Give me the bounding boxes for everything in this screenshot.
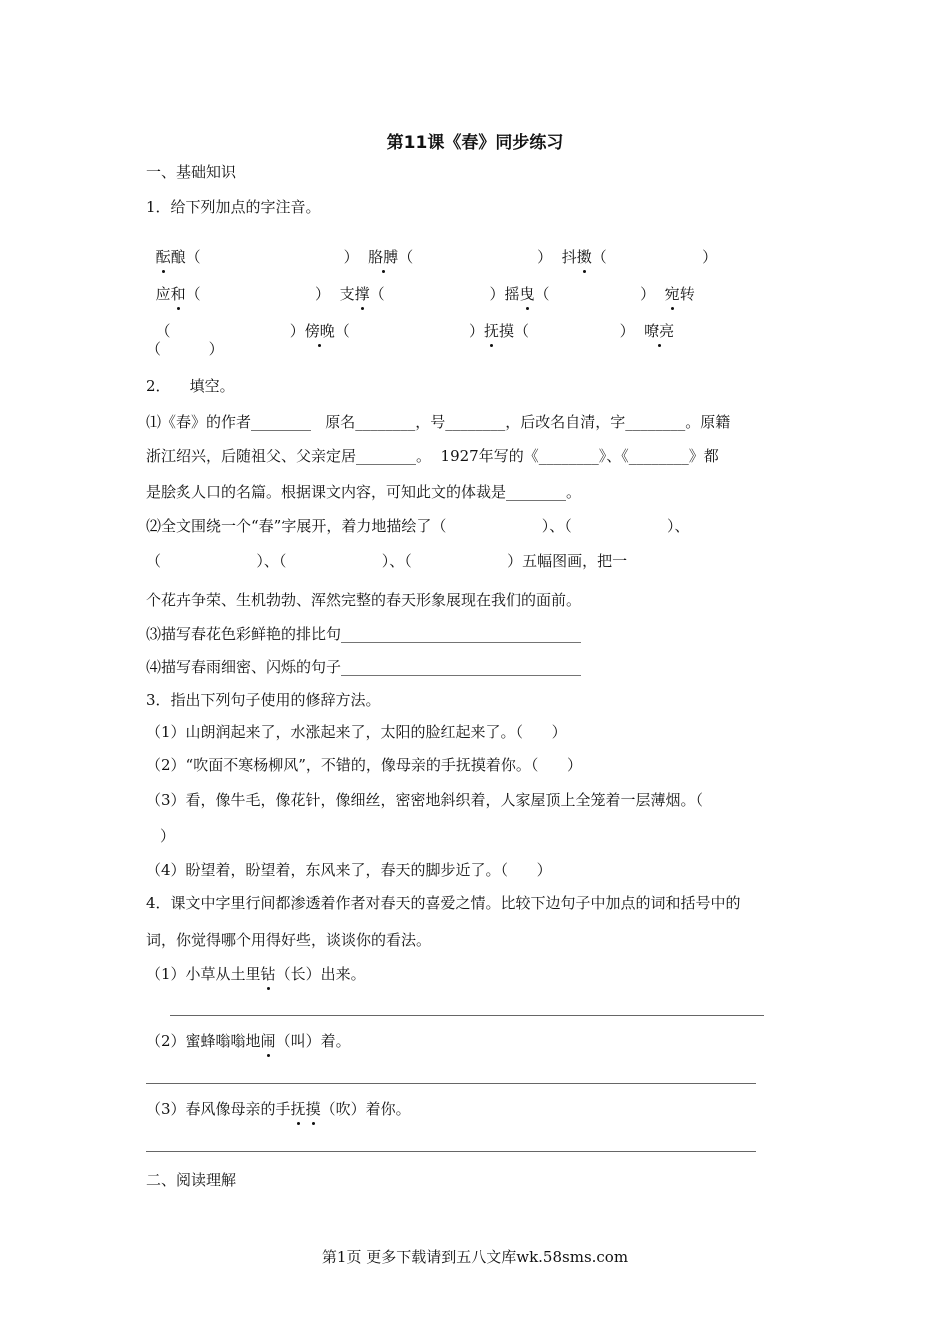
word-text: 应 <box>155 285 171 303</box>
question-1-prompt: 1．给下列加点的字注音。 <box>146 198 321 216</box>
q2-line-6: 个花卉争荣、生机勃勃、浑然完整的春天形象展现在我们的面前。 <box>146 591 582 609</box>
dotted-char: 嘹亮 <box>644 322 675 340</box>
dotted-char: 摸 <box>305 1100 321 1118</box>
q3-sentence-2: （2）“吹面不寒杨柳风”，不错的，像母亲的手抚摸着你。（ ） <box>146 756 582 774</box>
answer-line[interactable] <box>170 1015 764 1016</box>
pinyin-blank[interactable]: （ ） <box>398 248 553 266</box>
pinyin-blank[interactable]: （ ） <box>514 322 635 340</box>
q4-sentence-1 <box>146 964 366 984</box>
sentence-text: （2）蜜蜂嗡嗡地 <box>146 1032 261 1050</box>
sentence-text: （叫）着。 <box>275 1032 351 1050</box>
answer-line[interactable] <box>146 1083 756 1084</box>
dotted-char: 钻 <box>260 965 276 983</box>
sentence-text: （长）出来。 <box>275 965 366 983</box>
dotted-char: 闹 <box>260 1032 276 1050</box>
dotted-char: 抚 <box>483 322 499 340</box>
q2-line-5: （ ）、（ ）、（ ）五幅图画，把一 <box>146 552 628 570</box>
word-text: 摸 <box>498 322 514 340</box>
pinyin-blank[interactable]: （ ） <box>591 248 718 266</box>
q4-sentence-3 <box>146 1099 411 1119</box>
dotted-char: 撑 <box>354 285 370 303</box>
question-4-line-1: 4．课文中字里行间都渗透着作者对春天的喜爱之情。比较下边句子中加点的词和括号中的 <box>146 894 741 912</box>
dotted-char: 宛 <box>664 285 680 303</box>
dotted-char: 和 <box>170 285 186 303</box>
word-text: 支 <box>339 285 355 303</box>
dotted-char: 擞 <box>576 248 592 266</box>
section-heading-reading: 二、阅读理解 <box>146 1171 237 1189</box>
sentence-text: （3）春风像母亲的手 <box>146 1100 291 1118</box>
pinyin-blank[interactable]: （ ） <box>369 285 505 303</box>
answer-line[interactable] <box>146 1151 756 1152</box>
question-2-prompt: 2． 填空。 <box>146 377 235 395</box>
q2-line-7: ⑶描写春花色彩鲜艳的排比句________________________________ <box>146 625 582 643</box>
q1-row-1 <box>146 227 717 267</box>
pinyin-blank[interactable]: （ ） <box>185 285 331 303</box>
word-text: 转 <box>679 285 695 303</box>
q2-line-1: ⑴《春》的作者________ 原名________，号________，后改名自清，字________。原籍 <box>146 413 731 431</box>
word-text: 摇 <box>504 285 520 303</box>
dotted-char: 酝 <box>155 248 171 266</box>
dotted-char: 抚 <box>290 1100 306 1118</box>
q2-line-2: 浙江绍兴，后随祖父、父亲定居________。 1927年写的《________》、《________》都 <box>146 447 719 465</box>
q2-line-4: ⑵全文围绕一个“春”字展开，着力地描绘了（ ）、（ ）、 <box>146 517 690 535</box>
question-4-line-2: 词，你觉得哪个用得好些，谈谈你的看法。 <box>146 931 432 949</box>
pinyin-blank[interactable]: （ ） <box>534 285 656 303</box>
q1-row-3 <box>146 301 674 341</box>
q3-sentence-3-close: ） <box>160 827 176 845</box>
pinyin-blank[interactable]: （ ） <box>146 340 224 358</box>
word-text: 抖 <box>561 248 577 266</box>
dotted-char: 曳 <box>519 285 535 303</box>
sentence-text: （1）小草从土里 <box>146 965 261 983</box>
q3-sentence-1: （1）山朗润起来了，水涨起来了，太阳的脸红起来了。（ ） <box>146 723 567 741</box>
section-heading-basics: 一、基础知识 <box>146 163 237 181</box>
pinyin-blank[interactable]: （ ） <box>185 248 359 266</box>
page-footer: 第1页 更多下载请到五八文库wk.58sms.com <box>321 1248 629 1266</box>
q2-line-3: 是脍炙人口的名篇。根据课文内容，可知此文的体裁是________。 <box>146 483 582 501</box>
dotted-char: 胳膊 <box>368 248 399 266</box>
q1-row-2 <box>146 264 695 304</box>
q2-line-8: ⑷描写春雨细密、闪烁的句子________________________________ <box>146 658 582 676</box>
question-3-prompt: 3．指出下列句子使用的修辞方法。 <box>146 691 381 709</box>
pinyin-blank[interactable]: （ ） <box>155 322 305 340</box>
q3-sentence-3: （3）看，像牛毛，像花针，像细丝，密密地斜织着，人家屋顶上全笼着一层薄烟。（ <box>146 791 704 809</box>
page-title: 第11课《春》同步练习 <box>386 133 564 153</box>
q3-sentence-4: （4）盼望着，盼望着，东风来了，春天的脚步近了。（ ） <box>146 861 552 879</box>
q4-sentence-2 <box>146 1031 351 1051</box>
dotted-char: 傍晚 <box>304 322 335 340</box>
sentence-text: （吹）着你。 <box>320 1100 411 1118</box>
word-text: 酿 <box>170 248 186 266</box>
pinyin-blank[interactable]: （ ） <box>334 322 484 340</box>
